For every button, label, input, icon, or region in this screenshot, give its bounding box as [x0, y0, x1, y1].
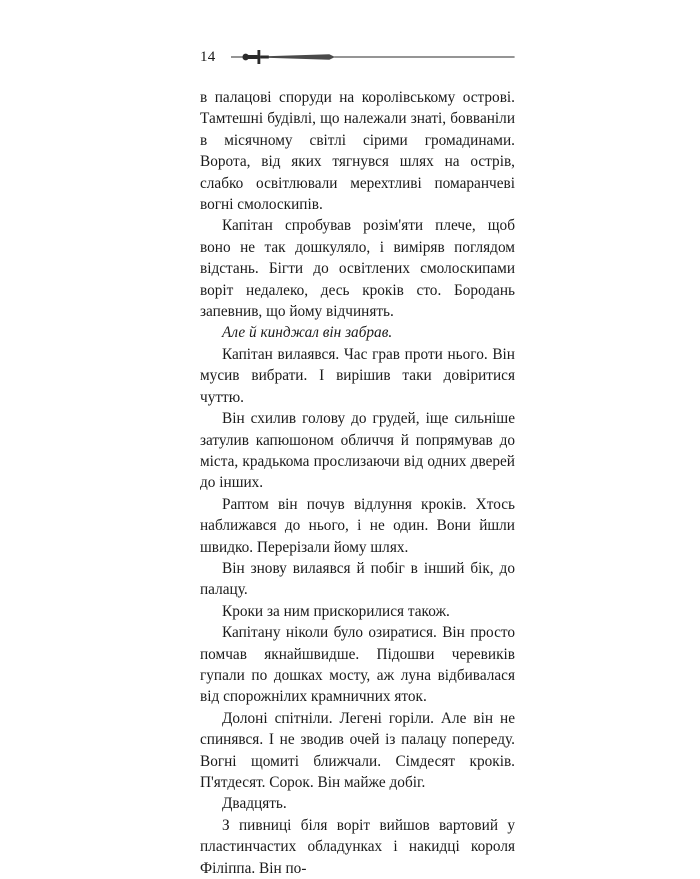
paragraph: Він схилив голову до грудей, іще сильніше затулив капюшоном обличчя й попрямував до міста, крадькома прослизаючи від одних дверей до інших. — [200, 410, 515, 492]
paragraph: Кроки за ним прискорилися також. — [222, 602, 450, 620]
paragraph: в палацові споруди на королівському острові. Тамтешні будівлі, що належали знаті, бовваніли в місячному світлі сірими громадинами. Ворота, від яких тягнувся шлях на острів, слабко освітлювали мерехтливі помаранчеві вогні смолоскипів. — [200, 89, 515, 214]
paragraph: Долоні спітніли. Легені горіли. Але він не спинявся. І не зводив очей із палацу попереду. Вогні щомиті ближчали. Сімдесят кроків. П'ятдесят. Сорок. Він майже добіг. — [200, 709, 515, 791]
page-number: 14 — [200, 48, 216, 65]
paragraph-italic: Але й кинджал він забрав. — [222, 324, 393, 342]
sword-ornament-icon — [231, 46, 515, 68]
paragraph: Він знову вилаявся й побіг в інший бік, до палацу. — [200, 559, 515, 599]
paragraph: Капітану ніколи було озиратися. Він просто помчав якнайшвидше. Підошви черевиків гупали по дошках мосту, аж луна відбивалася від спорожнілих крамничних яток. — [200, 624, 515, 706]
paragraph: З пивниці біля воріт вийшов вартовий у пластинчастих обладунках і накидці короля Філіппа. Він по- — [200, 816, 515, 877]
paragraph: Раптом він почув відлуння кроків. Хтось наближався до нього, і не один. Вони йшли швидко. Перерізали йому шлях. — [200, 495, 515, 556]
page-header — [200, 40, 515, 74]
paragraph: Капітан спробував розім'яти плече, щоб воно не так дошкуляло, і виміряв поглядом відстань. Бігти до освітлених смолоскипами воріт недалеко, десь кроків сто. Бородань запевнив, що йому відчинять. — [200, 217, 515, 321]
paragraph: Капітан вилаявся. Час грав проти нього. Він мусив вибрати. І вирішив таки довіритися чуттю. — [200, 345, 515, 406]
paragraph: Двадцять. — [222, 795, 287, 813]
body-text — [0, 87, 700, 879]
